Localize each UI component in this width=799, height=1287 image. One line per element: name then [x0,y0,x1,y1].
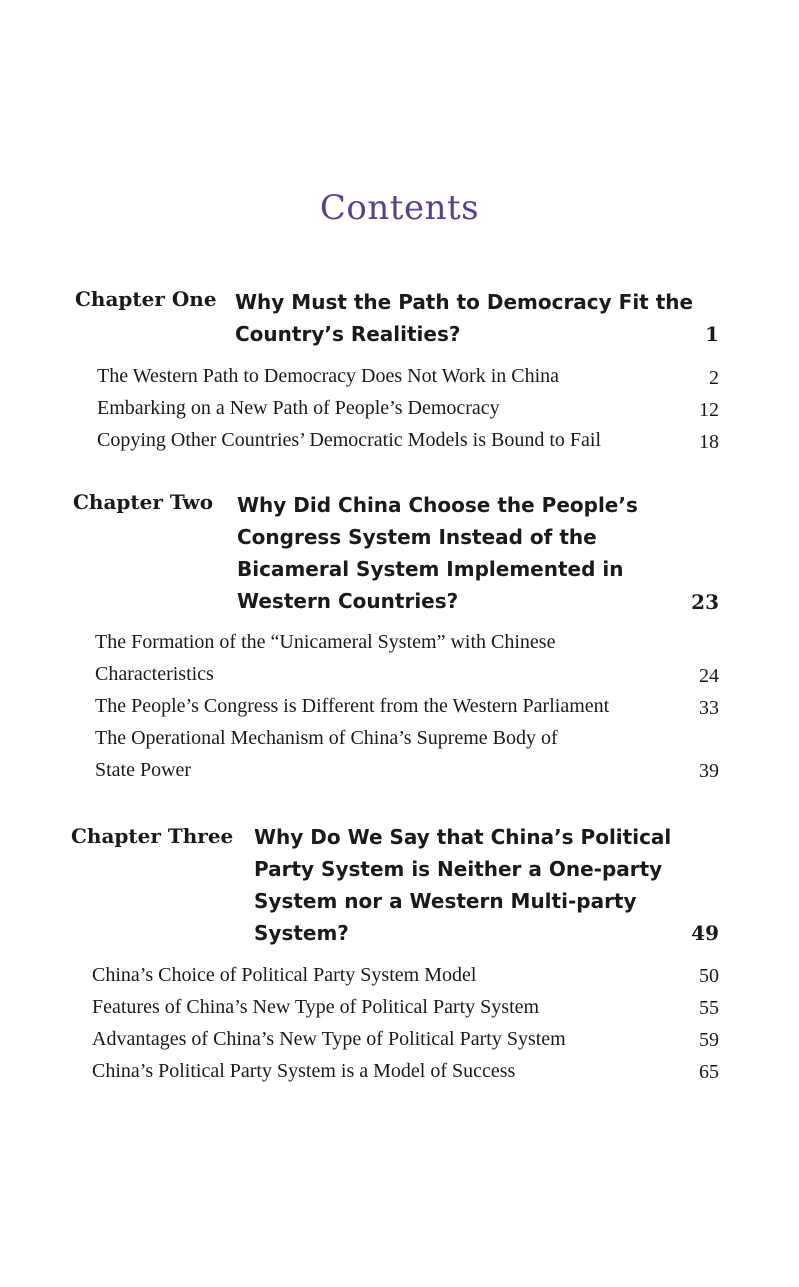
chapter-one-label: Chapter One [75,287,217,311]
section-page: 39 [699,760,719,782]
section-entry: Characteristics [95,663,214,685]
section-page: 50 [699,965,719,987]
section-page: 55 [699,997,719,1019]
chapter-two-title-line: Congress System Instead of the [237,525,597,549]
chapter-one-title [235,286,693,350]
section-entry: The Operational Mechanism of China’s Supreme Body of [95,727,558,749]
chapter-three-page: 49 [691,921,719,945]
chapter-one-title-line: Why Must the Path to Democracy Fit the [235,290,694,314]
chapter-three-title [254,821,671,949]
section-page: 18 [699,431,719,453]
chapter-three-title-line: System? [254,921,349,945]
section-page: 24 [699,665,719,687]
section-entry: Embarking on a New Path of People’s Democracy [97,397,500,419]
section-page: 12 [699,399,719,421]
chapter-two-title-line: Why Did China Choose the People’s [237,493,638,517]
chapter-one-page: 1 [705,322,719,346]
chapter-three-title-line: Party System is Neither a One-party [254,857,663,881]
section-entry: The Formation of the “Unicameral System” with Chinese [95,631,556,653]
chapter-two-title-line: Bicameral System Implemented in [237,557,624,581]
section-entry: The People’s Congress is Different from the Western Parliament [95,695,610,717]
chapter-three-title-line: System nor a Western Multi-party [254,889,637,913]
section-entry: State Power [95,759,192,781]
section-entry: Copying Other Countries’ Democratic Models is Bound to Fail [97,429,602,451]
section-entry: China’s Choice of Political Party System Model [92,964,477,986]
chapter-two-page: 23 [691,590,719,614]
chapter-three-label: Chapter Three [71,824,234,848]
chapter-three-title-line: Why Do We Say that China’s Political [254,825,672,849]
section-entry: The Western Path to Democracy Does Not Work in China [97,365,560,387]
section-entry: China’s Political Party System is a Model of Success [92,1060,516,1082]
contents-title: Contents [319,188,480,228]
section-page: 33 [699,697,719,719]
section-entry: Advantages of China’s New Type of Political Party System [92,1028,566,1050]
chapter-two-label: Chapter Two [73,490,214,514]
section-page: 65 [699,1061,719,1083]
chapter-two-title-line: Western Countries? [237,589,459,613]
chapter-two-title [237,489,638,617]
section-page: 59 [699,1029,719,1051]
chapter-one-title-line: Country’s Realities? [235,322,461,346]
section-entry: Features of China’s New Type of Political Party System [92,996,540,1018]
section-page: 2 [709,367,719,389]
